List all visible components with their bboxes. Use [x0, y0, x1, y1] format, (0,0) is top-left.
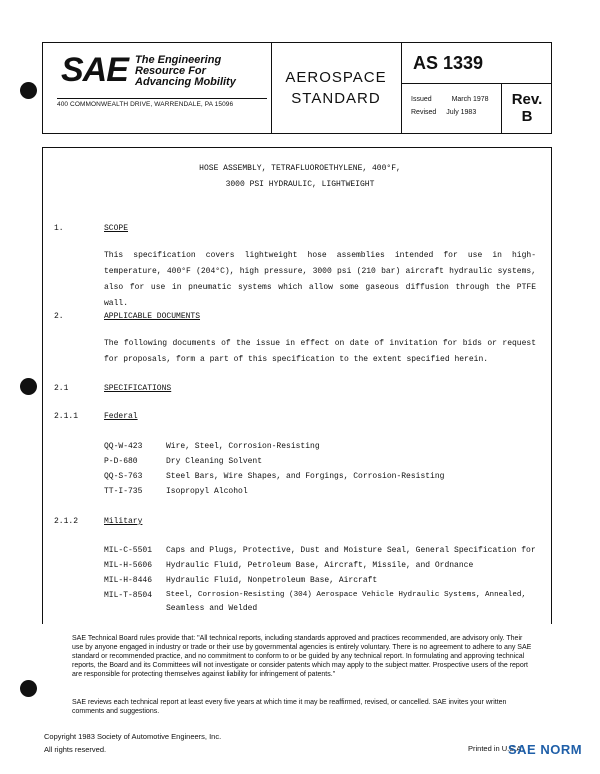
punch-hole-middle: [20, 378, 37, 395]
document-header: [42, 42, 552, 134]
divider: [501, 83, 502, 133]
spec-description: Isopropyl Alcohol: [166, 487, 248, 496]
issued-row: Issued March 1978: [411, 96, 489, 103]
section-number: 2.1.1: [54, 412, 79, 421]
section-heading-scope: SCOPE: [104, 224, 129, 233]
sae-review-notice: SAE reviews each technical report at least every five years at which time it may be reaffirmed, revised, or cancelled. SAE invites your written comments and suggestions.: [72, 699, 507, 715]
spec-code: MIL-H-8446: [104, 576, 153, 585]
spec-description: Steel Bars, Wire Shapes, and Forgings, Corrosion-Resisting: [166, 472, 445, 481]
tagline: The Engineering Resource For Advancing Mobility: [135, 54, 236, 88]
revision: Rev. B: [511, 91, 543, 125]
divider: [401, 43, 402, 133]
spec-code: MIL-C-5501: [104, 546, 153, 555]
applicable-documents-paragraph: The following documents of the issue in effect on date of invitation for bids or request for proposals, form a part of this specification to the extent specified herein.: [104, 339, 536, 364]
rights-reserved: All rights reserved.: [44, 745, 107, 754]
scope-paragraph: This specification covers lightweight hose assemblies intended for use in high-temperature, 400°F (204°C), high pressure, 3000 psi (210 bar) aircraft hydraulic systems, also for use in pneumatic systems which allow some gaseous diffusion through the PTFE wall.: [104, 251, 536, 308]
revised-row: Revised July 1983: [411, 109, 477, 116]
spec-code: P-D-680: [104, 457, 138, 466]
printed-in: Printed in U.S.A.: [468, 744, 524, 753]
section-heading-applicable-documents: APPLICABLE DOCUMENTS: [104, 312, 201, 321]
sae-logo: SAE: [61, 51, 128, 89]
spec-description: Dry Cleaning Solvent: [166, 457, 263, 466]
section-number: 1.: [54, 224, 64, 233]
spec-code: QQ-W-423: [104, 442, 143, 451]
address: 400 COMMONWEALTH DRIVE, WARRENDALE, PA 15096: [57, 101, 234, 108]
spec-description: Steel, Corrosion-Resisting (304) Aerospace Vehicle Hydraulic Systems, Annealed,: [166, 591, 527, 599]
spec-code: TT-I-735: [104, 487, 143, 496]
divider: [401, 83, 551, 84]
document-title-line-2: 3000 PSI HYDRAULIC, LIGHTWEIGHT: [225, 180, 375, 189]
document-number: AS 1339: [413, 53, 484, 73]
punch-hole-bottom: [20, 680, 37, 697]
copyright: Copyright 1983 Society of Automotive Engineers, Inc.: [44, 732, 222, 741]
watermark: SAE NORM: [508, 742, 583, 757]
section-heading-military: Military: [104, 517, 143, 526]
section-number: 2.: [54, 312, 64, 321]
spec-description: Hydraulic Fluid, Petroleum Base, Aircraft, Missile, and Ordnance: [166, 561, 474, 570]
spec-code: MIL-H-5606: [104, 561, 153, 570]
address-rule: [57, 98, 267, 99]
spec-description: Wire, Steel, Corrosion-Resisting: [166, 442, 320, 451]
spec-code: QQ-S-763: [104, 472, 143, 481]
document-type: AEROSPACE STANDARD: [285, 69, 387, 107]
spec-description: Caps and Plugs, Protective, Dust and Moisture Seal, General Specification for: [166, 546, 536, 555]
spec-code: MIL-T-8504: [104, 591, 153, 600]
section-number: 2.1: [54, 384, 69, 393]
document-title-line-1: HOSE ASSEMBLY, TETRAFLUOROETHYLENE, 400°F,: [199, 164, 401, 173]
section-heading-specifications: SPECIFICATIONS: [104, 384, 172, 393]
punch-hole-top: [20, 82, 37, 99]
sae-policy-notice: SAE Technical Board rules provide that: "All technical reports, including standards approved and practices recommended, are advisory only. Their use by anyone engaged in industry or trade or their use by governmental agencies is entirely voluntary. There is no agreement to adhere to any SAE standard or recommended practice, and no commitment to conform to or be guided by any technical report. In formulating and approving technical reports, the Board and its Committees will not investigate or consider patents which may apply to the subject matter. Prospective users of the report are responsible for protecting themselves against liability for infringement of patents.": [72, 635, 532, 678]
spec-description: Hydraulic Fluid, Nonpetroleum Base, Aircraft: [166, 576, 378, 585]
spec-description-continued: Seamless and Welded: [166, 604, 258, 613]
section-heading-federal: Federal: [104, 412, 138, 421]
section-number: 2.1.2: [54, 517, 79, 526]
